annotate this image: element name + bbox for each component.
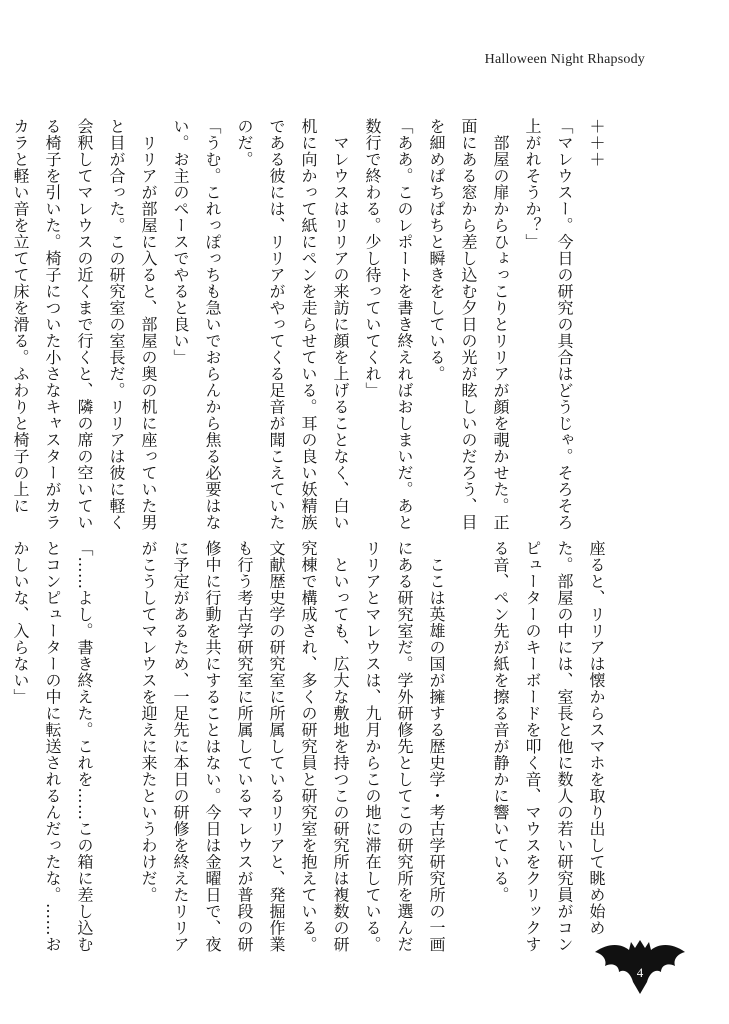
text-line: リリアとマレウスは、九月からこの地に滞在している。 (363, 540, 382, 953)
text-line: ピューターのキーボードを叩く音、マウスをクリックす (523, 540, 542, 953)
text-line: がこうしてマレウスを迎えに来たというわけだ。 (139, 540, 158, 903)
text-line: 文献歴史学の研究室に所属しているリリアと、発掘作業 (267, 540, 286, 953)
text-line: 「……よし。書き終えた。これを……この箱に差し込む (75, 540, 94, 953)
text-line (0, 540, 4, 938)
text-line (452, 540, 484, 938)
text-line: る音、ペン先が紙を擦る音が静かに響いている。 (491, 540, 510, 903)
text-line: と目が合った。この研究室の室長だ。リリアは彼に軽く (107, 118, 126, 531)
running-header-title: Halloween Night Rhapsody (484, 52, 645, 67)
text-line: を細めぱちぱちと瞬きをしている。 (427, 118, 446, 382)
text-line: 会釈してマレウスの近くまで行くと、隣の席の空いてい (75, 118, 94, 531)
text-line: とコンピューターの中に転送されるんだったな。……お (43, 540, 62, 953)
page-number-badge (589, 932, 691, 996)
text-line: た。部屋の中には、室長と他に数人の若い研究員がコン (555, 540, 574, 953)
text-line: かしいな、入らない」 (11, 540, 30, 705)
text-line: リリアが部屋に入ると、部屋の奥の机に座っていた男 (139, 118, 158, 531)
text-line: 数行で終わる。少し待っていてくれ」 (363, 118, 382, 399)
text-line: 部屋の扉からひょっこりとリリアが顔を覗かせた。正 (491, 118, 510, 531)
text-line: 「マレウスー。今日の研究の具合はどうじゃ。そろそろ (555, 118, 574, 531)
text-line: 究棟で構成され、多くの研究員と研究室を抱えている。 (299, 540, 318, 953)
text-line: 面にある窓から差し込む夕日の光が眩しいのだろう、目 (459, 118, 478, 531)
text-block-top (11, 118, 612, 531)
text-line: 上がれそうか？」 (523, 118, 542, 250)
text-line: 「うむ。これっぽっちも急いでおらんから焦る必要はな (203, 118, 222, 531)
text-line: にある研究室だ。学外研修先としてこの研究所を選んだ (395, 540, 414, 953)
text-line: 修中に行動を共にすることはない。今日は金曜日で、夜 (203, 540, 222, 953)
text-line: カラと軽い音を立てて床を滑る。ふわりと椅子の上に (11, 118, 30, 514)
text-line (100, 540, 132, 938)
text-line: である彼には、リリアがやってくる足音が聞こえていた (267, 118, 286, 531)
text-line: も行う考古学研究室に所属しているマレウスが普段の研 (235, 540, 254, 953)
text-line: 「ああ。このレポートを書き終えればおしまいだ。あと (395, 118, 414, 531)
text-line: い。お主のペースでやると良い」 (171, 118, 190, 366)
text-line: ここは英雄の国が擁する歴史学・考古学研究所の一画 (427, 540, 446, 953)
text-line: のだ。 (235, 118, 254, 168)
page-number: 4 (636, 965, 644, 980)
text-line: といっても、広大な敷地を持つこの研究所は複数の研 (331, 540, 350, 953)
text-line: ＋＋＋ (587, 118, 606, 168)
text-line: 座ると、リリアは懐からスマホを取り出して眺め始め (587, 540, 606, 936)
text-line: マレウスはリリアの来訪に顔を上げることなく、白い (331, 118, 350, 531)
text-line: 机に向かって紙にペンを走らせている。耳の良い妖精族 (299, 118, 318, 531)
text-line: に予定があるため、一足先に本日の研修を終えたリリア (171, 540, 190, 953)
text-block-bottom (11, 540, 612, 953)
text-line: る椅子を引いた。椅子についた小さなキャスターがカラ (43, 118, 62, 531)
